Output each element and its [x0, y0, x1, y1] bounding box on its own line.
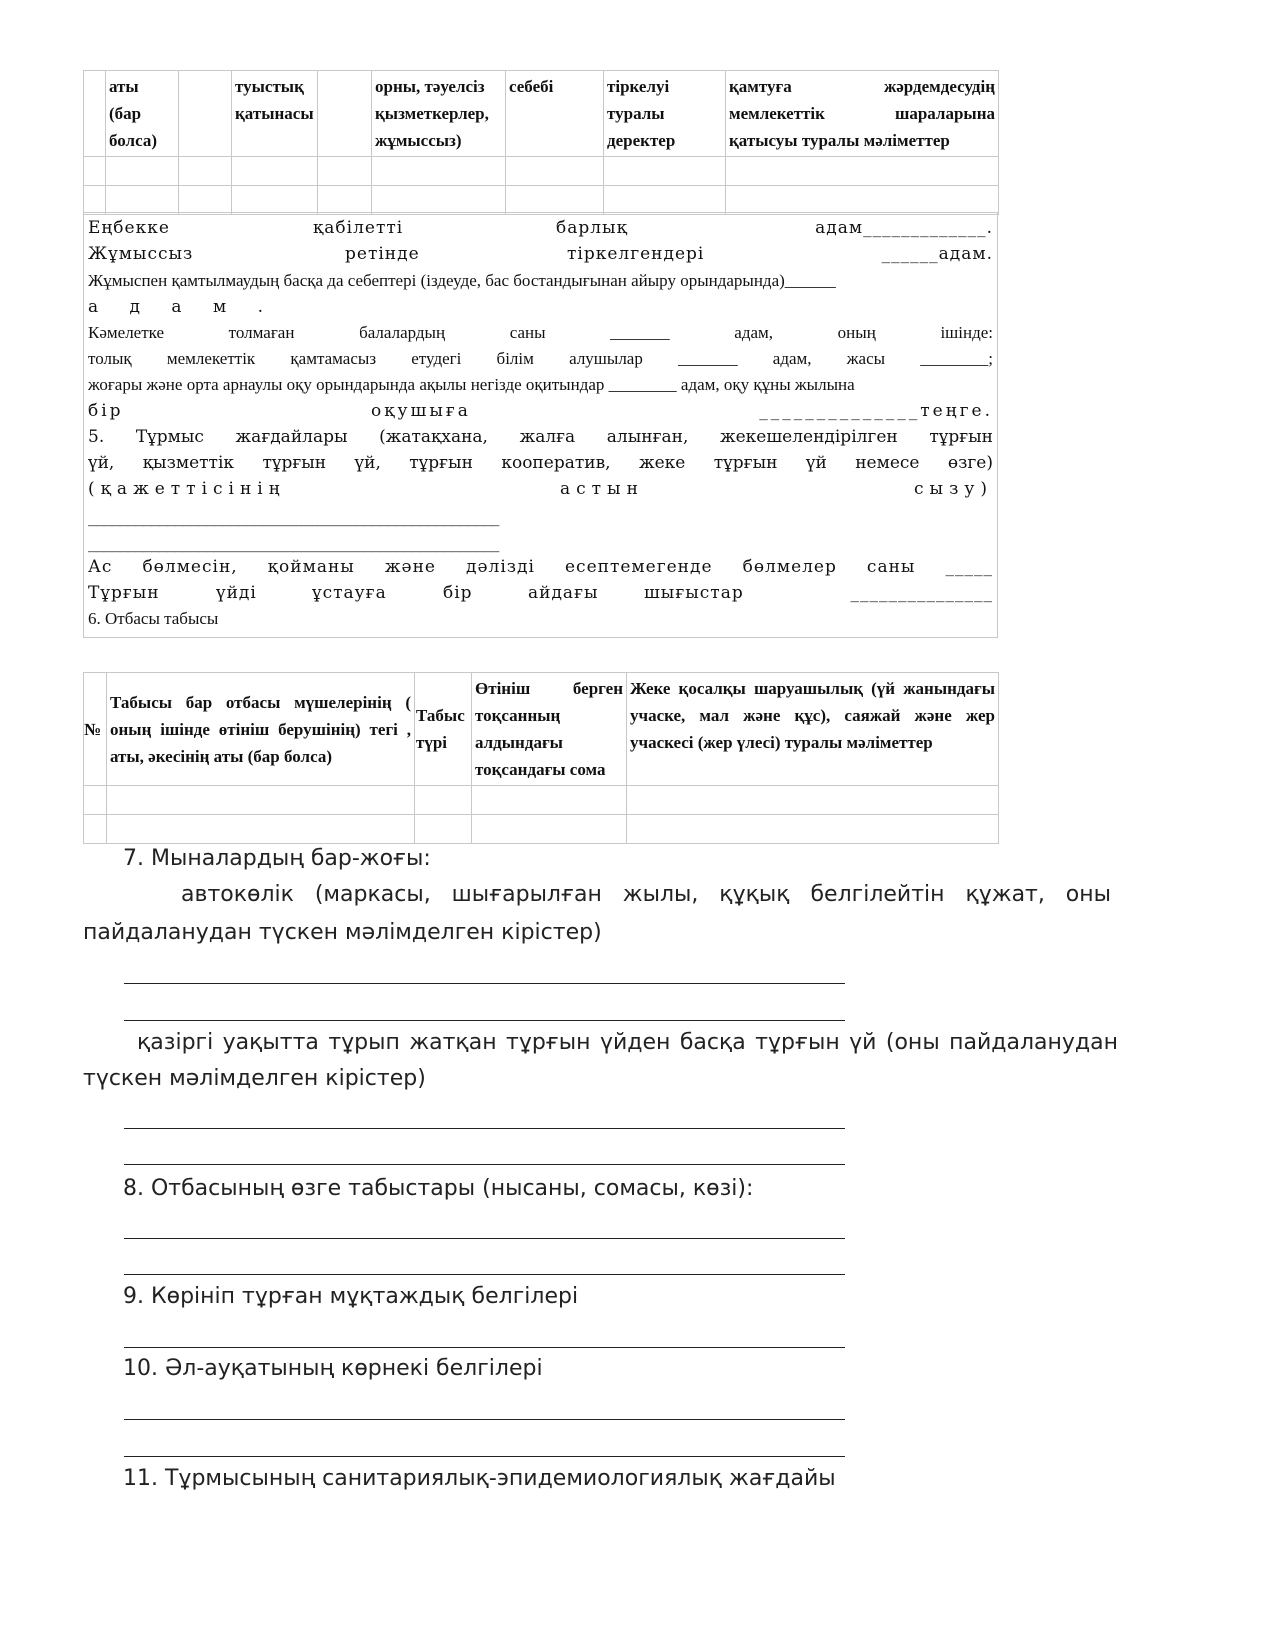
- blank-rule: [124, 1419, 845, 1420]
- blank-line-2: ____________________________________________________: [88, 533, 499, 553]
- header-cell-sum: Өтініш берген тоқсанның алдындағы тоқсандағы сома: [472, 673, 627, 786]
- people-line: а д а м .: [88, 297, 263, 317]
- header-cell-state-measures: қамтуға жәрдемдесудің мемлекеттік шараларына қатысуы туралы мәліметтер: [726, 71, 999, 157]
- item-11-heading: 11. Тұрмысының санитариялық-эпидемиологиялық жағдайы: [123, 1466, 836, 1491]
- blank-rule: [124, 1274, 845, 1275]
- header-cell-relation: туыстық қатынасы: [232, 71, 318, 157]
- header-cell-name: аты (бар болса): [106, 71, 179, 157]
- table-header-row: [84, 71, 999, 157]
- blank-rule: [124, 983, 845, 984]
- header-cell-member: Табысы бар отбасы мүшелерінің ( оның ішінде өтініш берушінің) тегі , аты, әкесінің аты (бар болса): [107, 673, 415, 786]
- item-8-heading: 8. Отбасының өзге табыстары (нысаны, сомасы, көзі):: [123, 1176, 754, 1201]
- header-cell: [84, 71, 106, 157]
- item-7b-line-2: түскен мәлімделген кірістер): [83, 1066, 426, 1091]
- item-7a-line-1: автокөлік (маркасы, шығарылған жылы, құқық белгілейтін құжат, оны: [181, 882, 1111, 907]
- blank-rule: [124, 1128, 845, 1129]
- unemployed-line: Жұмыссыз ретінде тіркелгендері ______адам.: [88, 244, 993, 264]
- header-cell-registration: тіркелуі туралы деректер: [604, 71, 726, 157]
- table-family-employment: [83, 70, 999, 215]
- header-cell: [179, 71, 232, 157]
- item-7-heading: 7. Мыналардың бар-жоғы:: [123, 846, 431, 871]
- state-support-students-line: толық мемлекеттік қамтамасыз етудегі білім алушылар _______ адам, жасы ________;: [88, 349, 993, 368]
- header-cell-reason: себебі: [506, 71, 604, 157]
- underline-instruction-line: (қажеттісінің астын сызу): [88, 479, 993, 499]
- item-10-heading: 10. Әл-ауқатының көрнекі белгілері: [123, 1356, 543, 1381]
- table-row: [84, 157, 999, 186]
- per-student-line: бір оқушыға ______________теңге.: [88, 401, 993, 421]
- able-bodied-line: Еңбекке қабілетті барлық адам_____________.: [88, 218, 993, 238]
- header-cell-position: орны, тәуелсіз қызметкерлер, жұмыссыз): [372, 71, 506, 157]
- blank-rule: [124, 1347, 845, 1348]
- blank-rule: [124, 1164, 845, 1165]
- blank-rule: [124, 1020, 845, 1021]
- header-cell-income-type: Табыс түрі: [415, 673, 472, 786]
- minors-line: Кәмелетке толмаған балалардың саны _______ адам, оның ішінде:: [88, 323, 993, 342]
- family-income-heading: 6. Отбасы табысы: [88, 609, 219, 628]
- living-conditions-line-1: 5. Тұрмыс жағдайлары (жатақхана, жалға алынған, жекешелендірілген тұрғын: [88, 427, 993, 447]
- item-7a-line-2: пайдаланудан түскен мәлімделген кірістер): [83, 920, 602, 945]
- living-conditions-line-2: үй, қызметтік тұрғын үй, тұрғын кооператив, жеке тұрғын үй немесе өзге): [88, 453, 993, 473]
- other-reasons-line: Жұмыспен қамтылмаудың басқа да себептері (іздеуде, бас бостандығынан айыру орындарында)______: [88, 271, 836, 290]
- paid-education-line: жоғары және орта арнаулы оқу орындарында ақылы негізде оқитындар ________ адам, оқу құны жылына: [88, 375, 855, 394]
- table-row: [84, 815, 999, 844]
- table-row: [84, 786, 999, 815]
- item-9-heading: 9. Көрініп тұрған мұқтаждық белгілері: [123, 1284, 579, 1309]
- housing-expenses-line: Тұрғын үйді ұстауға бір айдағы шығыстар _______________: [88, 583, 993, 603]
- header-cell: [318, 71, 372, 157]
- header-cell-farm: Жеке қосалқы шаруашылық (үй жанындағы учаске, мал және құс), саяжай және жер учаскесі (жер үлесі) туралы мәліметтер: [627, 673, 999, 786]
- header-cell-no: №: [84, 673, 107, 786]
- blank-rule: [124, 1238, 845, 1239]
- table-header-row: [84, 673, 999, 786]
- room-count-line: Ас бөлмесін, қойманы және дәлізді есептемегенде бөлмелер саны _____: [88, 557, 993, 577]
- blank-rule: [124, 1456, 845, 1457]
- table-row: [84, 186, 999, 215]
- item-7b-line-1: қазіргі уақытта тұрып жатқан тұрғын үйден басқа тұрғын үй (оны пайдаланудан: [137, 1030, 1118, 1055]
- blank-line-1: ____________________________________________________: [88, 507, 499, 527]
- table-family-income: [83, 672, 999, 844]
